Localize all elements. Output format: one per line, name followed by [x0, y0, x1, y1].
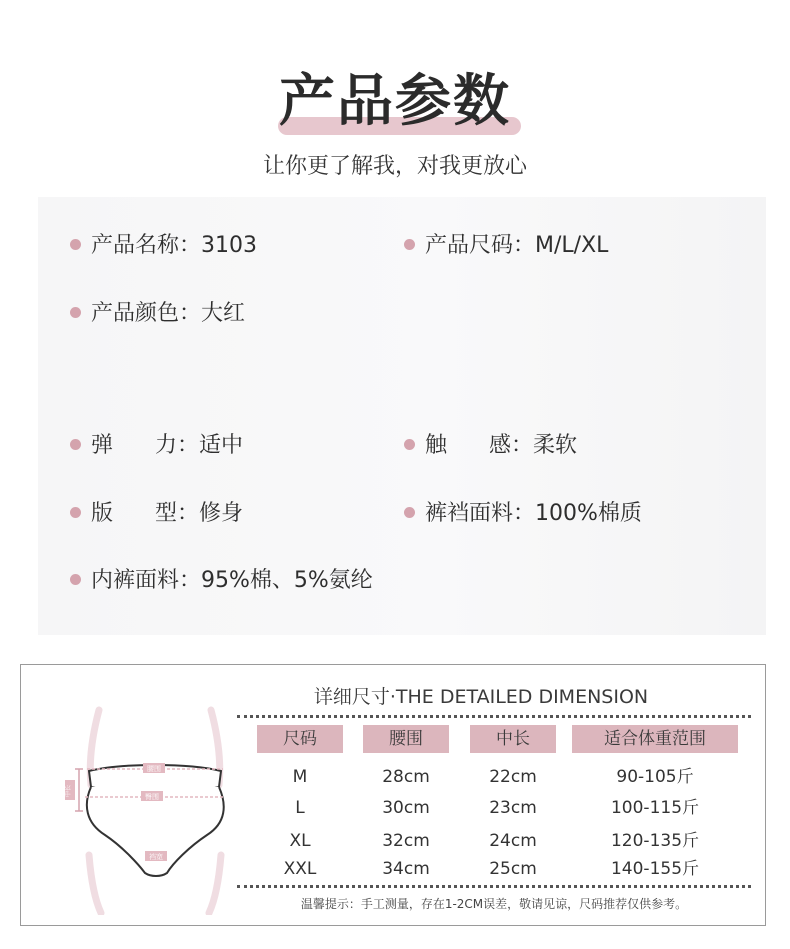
- params-panel: [38, 197, 766, 635]
- cell-size: M: [292, 767, 308, 787]
- bullet-dot: [404, 507, 415, 518]
- crotch-label: 裆宽: [149, 853, 163, 861]
- param-elasticity-text: 弹 力：适中: [91, 433, 243, 458]
- bullet-dot: [70, 239, 81, 250]
- param-touch: [404, 429, 577, 463]
- body-figure-illustration: [61, 705, 241, 915]
- param-fit: [70, 497, 243, 531]
- divider-top: [237, 715, 751, 718]
- size-chart: [20, 664, 766, 926]
- title-block: [0, 62, 790, 142]
- cell-weight: 100-115斤: [610, 798, 700, 818]
- header-length: 中长: [470, 725, 556, 753]
- bullet-dot: [404, 439, 415, 450]
- cell-waist: 30cm: [382, 798, 430, 818]
- header-size: 尺码: [257, 725, 343, 753]
- param-color-text: 产品颜色：大红: [91, 301, 246, 326]
- hip-label: 臀围: [145, 793, 159, 801]
- param-size: [404, 229, 608, 263]
- cell-length: 25cm: [489, 859, 537, 879]
- page-subtitle: 让你更了解我，对我更放心: [262, 154, 527, 179]
- cell-waist: 32cm: [382, 831, 430, 851]
- bullet-dot: [70, 307, 81, 318]
- param-fabric-text: 内裤面料：95%棉、5%氨纶: [91, 568, 373, 593]
- param-touch-text: 触 感：柔软: [425, 433, 577, 458]
- header-waist: 腰围: [363, 725, 449, 753]
- cell-waist: 28cm: [382, 767, 430, 787]
- cell-size: L: [295, 798, 305, 818]
- cell-length: 22cm: [489, 767, 537, 787]
- param-name: [70, 229, 257, 263]
- cell-waist: 34cm: [382, 859, 430, 879]
- param-name-text: 产品名称：3103: [91, 233, 257, 258]
- param-size-text: 产品尺码：M/L/XL: [425, 233, 609, 258]
- cell-size: XL: [289, 831, 311, 851]
- bullet-dot: [404, 239, 415, 250]
- page-title: 产品参数: [279, 69, 511, 134]
- mid-length-label: 中长: [65, 784, 72, 798]
- param-crotch-fabric: [404, 497, 642, 531]
- bullet-dot: [70, 439, 81, 450]
- cell-weight: 140-155斤: [610, 859, 700, 879]
- param-elasticity: [70, 429, 243, 463]
- waist-label: 腰围: [147, 765, 161, 773]
- bullet-dot: [70, 574, 81, 585]
- cell-weight: 120-135斤: [610, 831, 700, 851]
- param-color: [70, 297, 245, 331]
- size-chart-title: 详细尺寸·THE DETAILED DIMENSION: [313, 686, 649, 708]
- header-weight: 适合体重范围: [572, 725, 738, 753]
- param-fit-text: 版 型：修身: [91, 501, 243, 526]
- param-crotch-fabric-text: 裤裆面料：100%棉质: [425, 501, 642, 526]
- cell-weight: 90-105斤: [616, 767, 694, 787]
- param-fabric: [70, 564, 373, 598]
- cell-length: 24cm: [489, 831, 537, 851]
- cell-size: XXL: [283, 859, 317, 879]
- divider-bottom: [237, 885, 751, 888]
- measurement-note: 温馨提示：手工测量，存在1-2CM误差，敬请见谅，尺码推荐仅供参考。: [300, 897, 688, 911]
- cell-length: 23cm: [489, 798, 537, 818]
- bullet-dot: [70, 507, 81, 518]
